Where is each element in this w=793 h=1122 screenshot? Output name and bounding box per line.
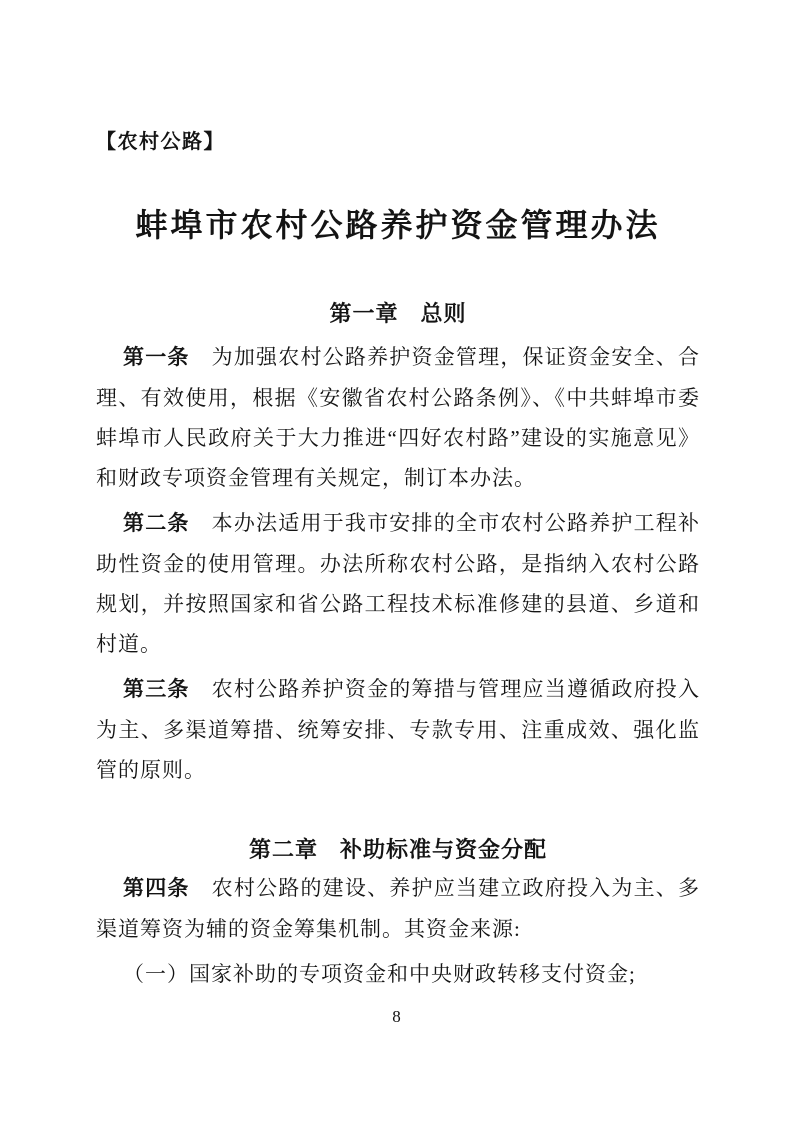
- page-number: 8: [392, 1007, 401, 1026]
- chapter-2-number: 第二章: [248, 837, 318, 862]
- article-1-paragraph: [96, 337, 700, 498]
- chapter-heading-2: [96, 833, 700, 866]
- article-1-number: 第一条: [123, 346, 190, 369]
- article-3-paragraph: [96, 669, 700, 790]
- article-4-text: 农村公路的建设、养护应当建立政府投入为主、多渠道筹资为辅的资金筹集机制。其资金来源:: [96, 876, 700, 941]
- document-title: 蚌埠市农村公路养护资金管理办法: [135, 207, 661, 243]
- article-2-number: 第二条: [123, 512, 190, 535]
- article-4-paragraph: [96, 868, 700, 949]
- document-category-tag: 【农村公路】: [96, 131, 225, 153]
- article-2-paragraph: [96, 503, 700, 664]
- chapter-heading-1: [96, 297, 700, 330]
- article-4-number: 第四条: [123, 877, 190, 900]
- article-3-number: 第三条: [123, 678, 190, 701]
- chapter-2-title: 补助标准与资金分配: [340, 837, 548, 862]
- funding-source-item-1: （一）国家补助的专项资金和中央财政转移支付资金;: [123, 962, 636, 986]
- article-1-text: 为加强农村公路养护资金管理，保证资金安全、合理、有效使用，根据《安徽省农村公路条例》、《中共蚌埠市委蚌埠市人民政府关于大力推进“四好农村路”建设的实施意见》和财政专项资金管理有关规定，制订本办法。: [96, 345, 700, 490]
- chapter-1-title: 总则: [420, 301, 467, 326]
- article-2-text: 本办法适用于我市安排的全市农村公路养护工程补助性资金的使用管理。办法所称农村公路，是指纳入农村公路规划，并按照国家和省公路工程技术标准修建的县道、乡道和村道。: [96, 511, 700, 656]
- chapter-1-number: 第一章: [329, 301, 399, 326]
- article-3-text: 农村公路养护资金的筹措与管理应当遵循政府投入为主、多渠道筹措、统筹安排、专款专用、注重成效、强化监管的原则。: [96, 677, 700, 782]
